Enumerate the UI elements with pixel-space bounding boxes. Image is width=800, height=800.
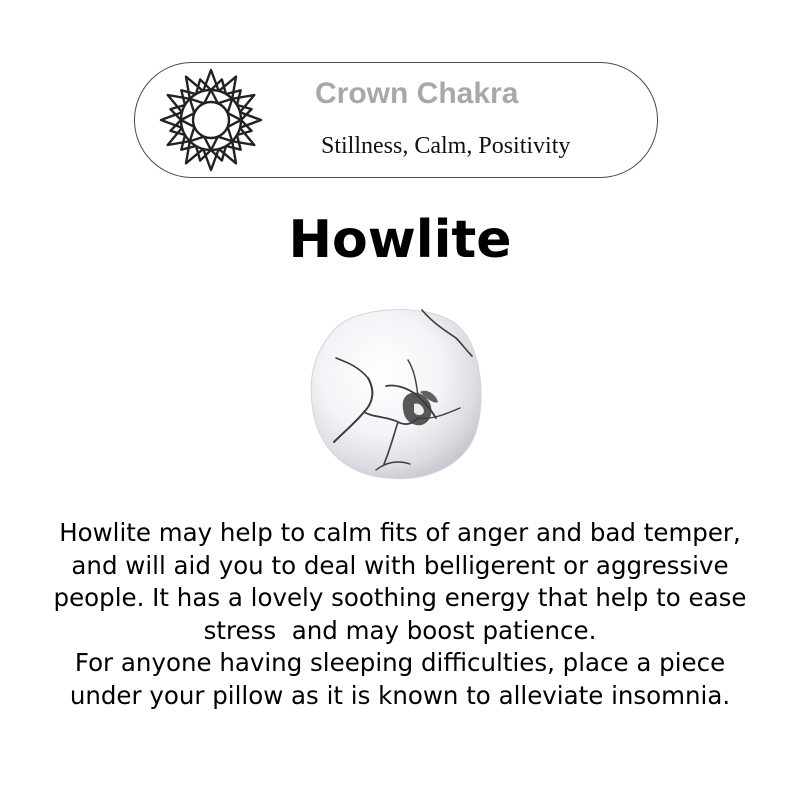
chakra-attributes: Stillness, Calm, Positivity: [321, 133, 571, 159]
description-line: stress and may boost patience.: [203, 615, 597, 645]
chakra-banner: [134, 62, 658, 178]
chakra-title: Crown Chakra: [315, 77, 519, 110]
stone-description: [30, 517, 770, 712]
stone-name-heading: Howlite: [288, 210, 512, 270]
description-line: people. It has a lovely soothing energy that help to ease: [53, 583, 747, 612]
description-line: under your pillow as it is known to alleviate insomnia.: [69, 680, 731, 710]
description-line: and will aid you to deal with belligerent or aggressive: [71, 550, 729, 580]
description-line: For anyone having sleeping difficulties, place a piece: [74, 648, 726, 677]
howlite-stone-image: [306, 300, 486, 482]
description-line: Howlite may help to calm fits of anger and bad temper,: [59, 518, 741, 547]
crown-chakra-icon: [157, 66, 265, 174]
